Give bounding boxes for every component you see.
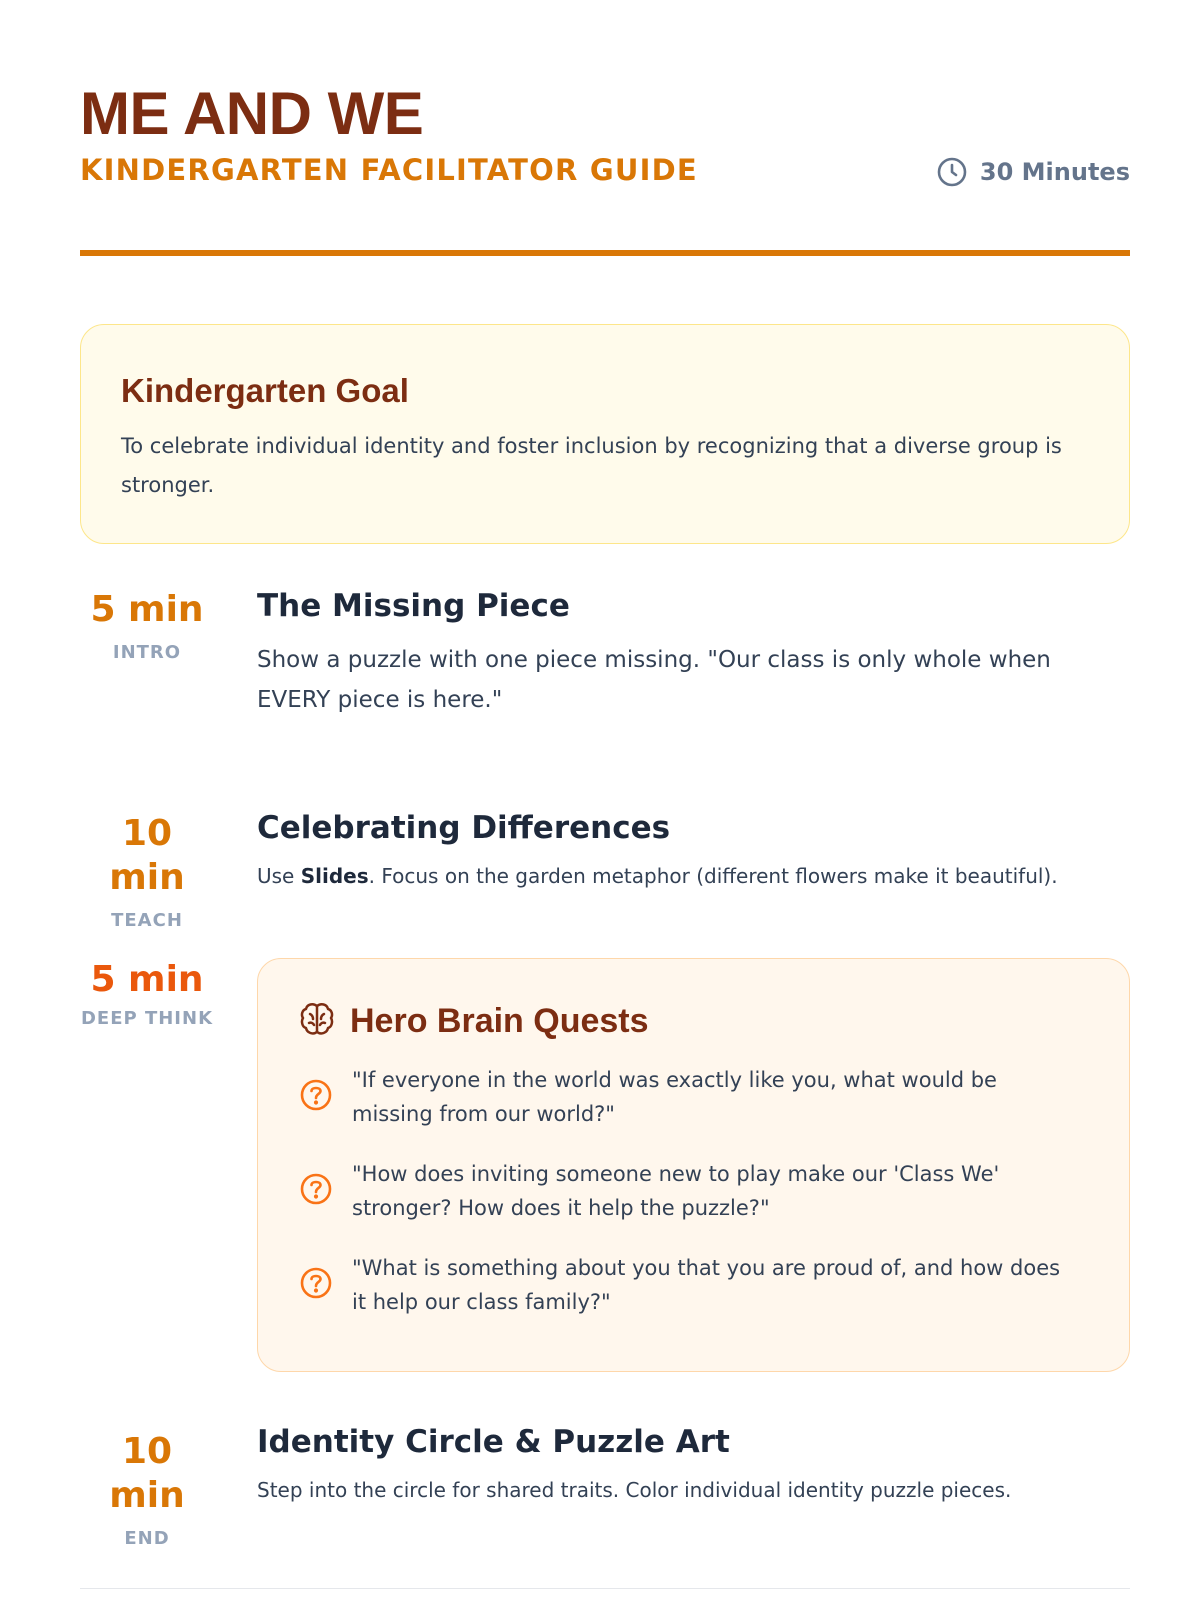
goal-card xyxy=(80,324,1130,544)
quest-text: "If everyone in the world was exactly like you, what would be missing from our world?" xyxy=(352,1068,997,1126)
agenda-time: 5 min xyxy=(90,589,204,630)
agenda-title: The Missing Piece xyxy=(257,588,570,624)
quest-text: "How does inviting someone new to play make our 'Class We' stronger? How does it help the puzzle?" xyxy=(352,1162,1000,1220)
agenda-title: Identity Circle & Puzzle Art xyxy=(257,1424,730,1460)
agenda-content xyxy=(257,808,1130,896)
facilitator-guide-page xyxy=(80,0,1130,1549)
description-suffix: . Focus on the garden metaphor (different flowers make it beautiful). xyxy=(368,864,1058,888)
quest-list xyxy=(298,1063,1089,1319)
question-circle-icon xyxy=(298,1077,334,1117)
agenda-time-block xyxy=(80,1430,214,1549)
agenda-phase: INTRO xyxy=(112,642,182,663)
agenda-time: 10 min xyxy=(109,1431,185,1516)
agenda-description: Show a puzzle with one piece missing. "Our class is only whole when EVERY piece is here." xyxy=(257,647,1051,713)
clock-icon xyxy=(936,156,968,188)
agenda-time-block xyxy=(80,958,214,1029)
footer-divider xyxy=(80,1588,1130,1589)
page-title: ME AND WE xyxy=(80,80,424,147)
slides-emphasis: Slides xyxy=(300,864,369,888)
description-prefix: Use xyxy=(257,864,301,888)
duration-label: 30 Minutes xyxy=(979,158,1130,186)
page-subtitle: KINDERGARTEN FACILITATOR GUIDE xyxy=(80,153,698,187)
agenda-content xyxy=(257,1422,1130,1510)
agenda-phase: END xyxy=(124,1528,170,1549)
brain-icon xyxy=(298,1000,336,1042)
quest-item xyxy=(298,1157,1089,1225)
goal-title: Kindergarten Goal xyxy=(121,372,409,409)
agenda-time: 5 min xyxy=(90,959,204,1000)
agenda-content xyxy=(257,586,1130,720)
question-circle-icon xyxy=(298,1171,334,1211)
duration-badge xyxy=(936,156,1130,188)
quest-title: Hero Brain Quests xyxy=(350,1002,649,1040)
quest-item xyxy=(298,1251,1089,1319)
agenda-title: Celebrating Differences xyxy=(257,810,671,846)
quest-item xyxy=(298,1063,1089,1131)
page-header xyxy=(80,0,1130,256)
agenda-phase: TEACH xyxy=(111,910,183,931)
agenda-phase: DEEP THINK xyxy=(80,1008,214,1029)
agenda-time: 10 min xyxy=(109,813,185,898)
goal-text: To celebrate individual identity and foster inclusion by recognizing that a diverse group is stronger. xyxy=(121,434,1062,497)
quest-text: "What is something about you that you are proud of, and how does it help our class family?" xyxy=(352,1256,1061,1314)
agenda-description xyxy=(257,856,1130,896)
hero-brain-quests-card xyxy=(257,958,1130,1372)
agenda-description: Step into the circle for shared traits. Color individual identity puzzle pieces. xyxy=(257,1478,1012,1502)
agenda-time-block xyxy=(80,588,214,663)
question-circle-icon xyxy=(298,1265,334,1305)
quest-header xyxy=(298,999,1089,1043)
agenda-time-block xyxy=(80,812,214,931)
